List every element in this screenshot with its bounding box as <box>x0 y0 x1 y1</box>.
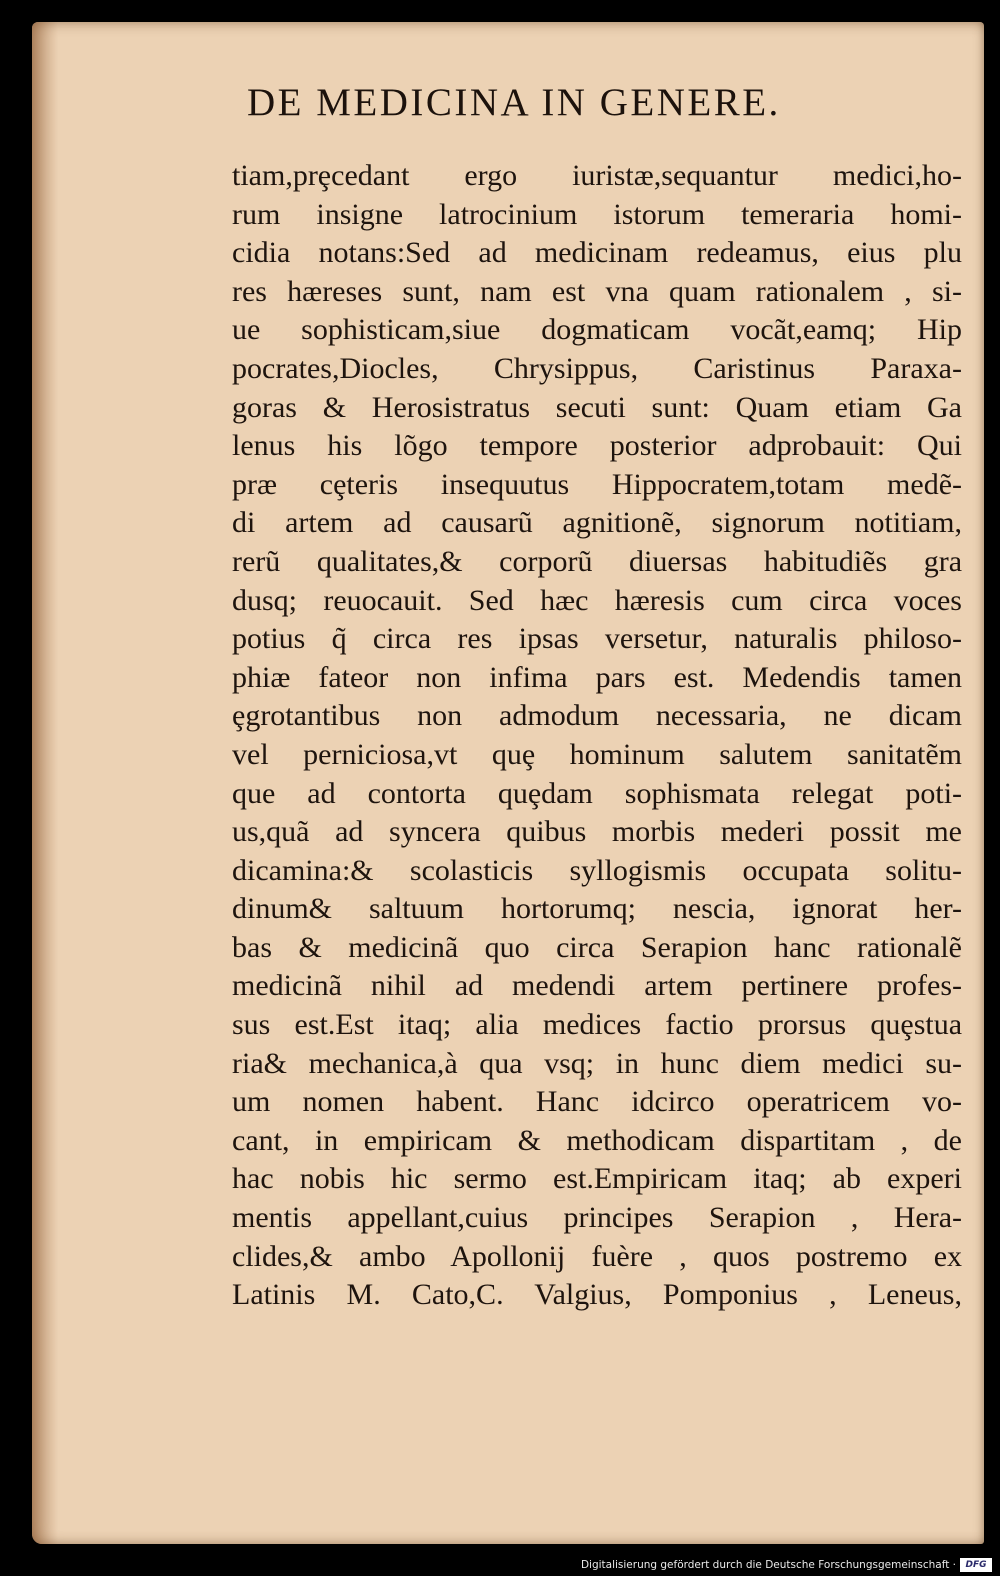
running-head: DE MEDICINA IN GENERE. <box>247 81 781 124</box>
text-line: sus est.Est itaq; alia medices factio prorsus quȩstua <box>232 1008 962 1042</box>
text-line: præ cȩteris insequutus Hippocratem,totam medẽ- <box>232 467 962 501</box>
text-line: dicamina:& scolasticis syllogismis occupata solitu- <box>232 853 962 887</box>
text-line: pocrates,Diocles, Chrysippus, Caristinus Paraxa- <box>232 351 962 385</box>
text-line: dinum& saltuum hortorumq; nescia, ignorat her- <box>232 892 962 926</box>
text-line: rum insigne latrocinium istorum temeraria homi- <box>232 197 962 231</box>
text-line: cant, in empiricam & methodicam dispartitam , de <box>232 1123 962 1157</box>
text-line: que ad contorta quȩdam sophismata relegat poti- <box>232 776 962 810</box>
text-line: medicinã nihil ad medendi artem pertinere profes- <box>232 969 962 1003</box>
text-block <box>232 157 962 1315</box>
text-line: ue sophisticam,siue dogmaticam vocãt,eamq; Hip <box>232 313 962 347</box>
text-line: bas & medicinã quo circa Serapion hanc rationalẽ <box>232 930 962 964</box>
text-line: Latinis M. Cato,C. Valgius, Pomponius , Leneus, <box>232 1278 962 1312</box>
text-line: ȩgrotantibus non admodum necessaria, ne dicam <box>232 699 962 733</box>
text-line: vel perniciosa,vt quȩ hominum salutem sanitatẽm <box>232 737 962 771</box>
text-line: us,quã ad syncera quibus morbis mederi possit me <box>232 815 962 849</box>
text-line: tiam,prȩcedant ergo iuristæ,sequantur medici,ho- <box>232 159 962 192</box>
text-line: di artem ad causarũ agnitionẽ, signorum notitiam, <box>232 506 962 540</box>
text-line: ria& mechanica,à qua vsq; in hunc diem medici su- <box>232 1046 962 1080</box>
digitization-credit: Digitalisierung gefördert durch die Deutsche Forschungsgemeinschaft · <box>580 1559 956 1571</box>
text-line: clides,& ambo Apollonij fuère , quos postremo ex <box>232 1239 962 1273</box>
text-line: lenus his lõgo tempore posterior adprobauit: Qui <box>232 429 962 463</box>
text-line: goras & Herosistratus secuti sunt: Quam etiam Ga <box>232 390 962 424</box>
text-line: phiæ fateor non infima pars est. Medendis tamen <box>232 660 962 694</box>
book-page <box>32 22 984 1544</box>
text-line: rerũ qualitates,& corporũ diuersas habitudiẽs gra <box>232 544 962 578</box>
text-line: dusq; reuocauit. Sed hæc hæresis cum circa voces <box>232 583 962 617</box>
text-line: potius q̃ circa res ipsas versetur, naturalis philoso- <box>232 622 962 656</box>
text-line: hac nobis hic sermo est.Empiricam itaq; ab experi <box>232 1162 962 1196</box>
dfg-logo: DFG <box>960 1558 992 1572</box>
text-line: cidia notans:Sed ad medicinam redeamus, eius plu <box>232 236 962 270</box>
text-line: um nomen habent. Hanc idcirco operatricem vo- <box>232 1085 962 1119</box>
text-line: mentis appellant,cuius principes Serapion , Hera- <box>232 1201 962 1235</box>
text-line: res hæreses sunt, nam est vna quam rationalem , si- <box>232 274 962 308</box>
